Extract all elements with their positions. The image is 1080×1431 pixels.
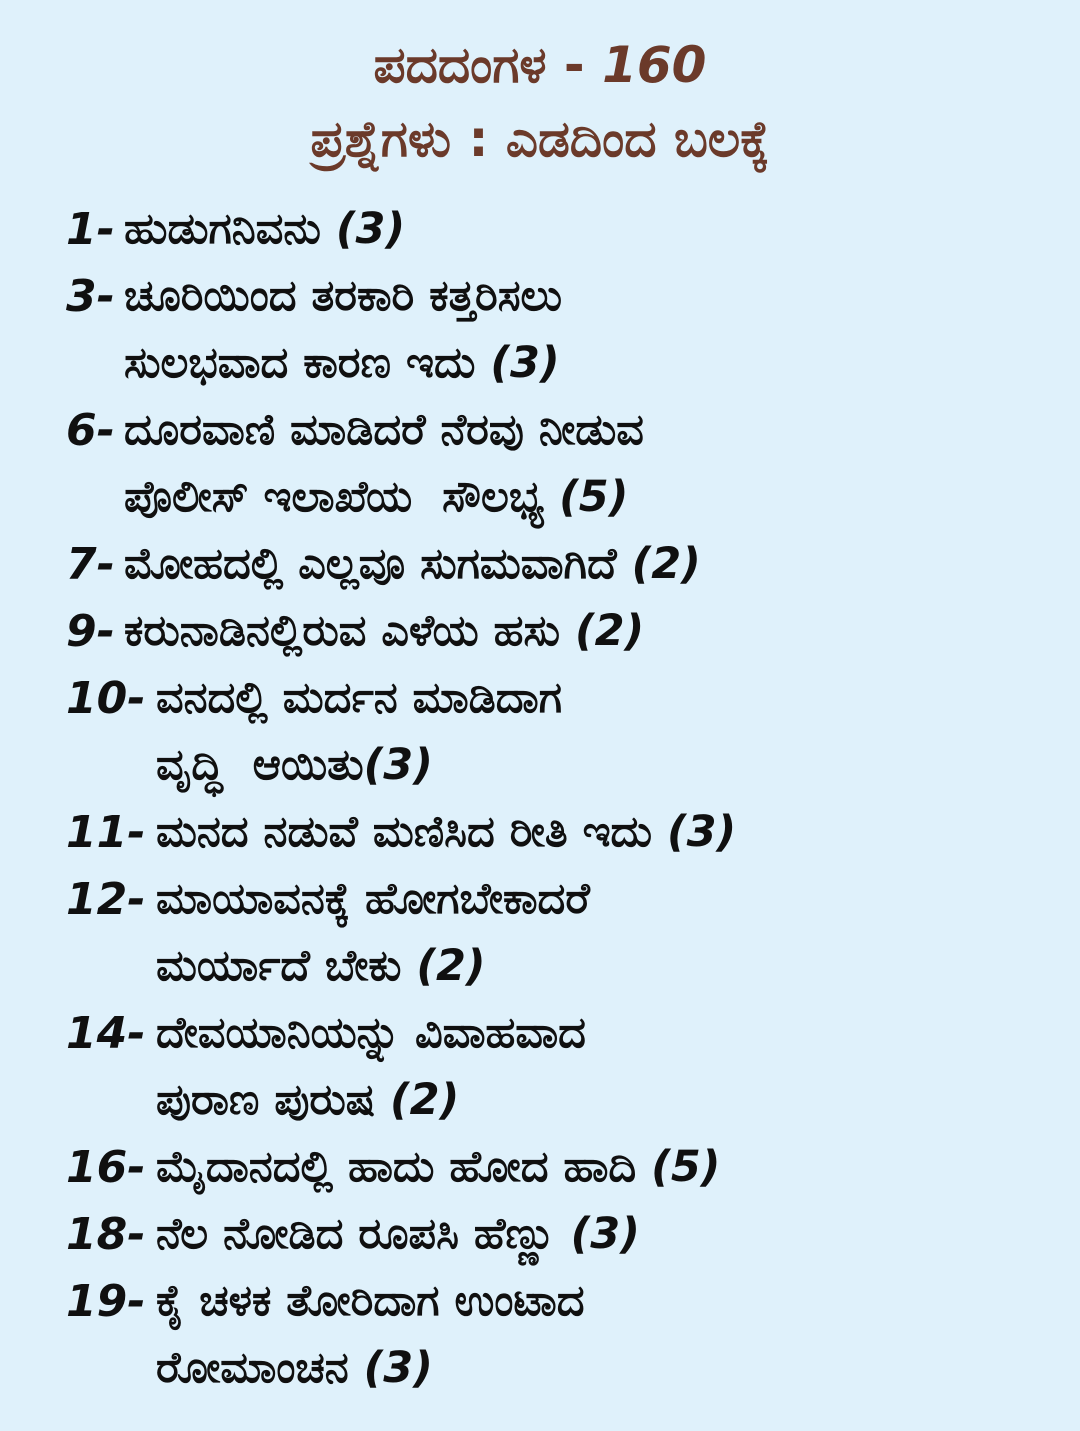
clue-number: 11- xyxy=(66,807,146,858)
title-line-1 xyxy=(0,28,1080,102)
clue-text xyxy=(156,866,1056,1000)
clue-text xyxy=(124,531,1056,598)
clue-text xyxy=(156,1134,1056,1201)
clue-item xyxy=(66,196,1056,263)
clue-body: ಮನದ ನಡುವೆ ಮಣಿಸಿದ ರೀತಿ ಇದು xyxy=(156,807,667,857)
clue-number: 12- xyxy=(66,874,146,925)
clue-number: 1- xyxy=(66,204,115,255)
clue-number: 6- xyxy=(66,405,115,456)
clue-number: 16- xyxy=(66,1142,146,1193)
clue-text xyxy=(124,263,1056,397)
clue-text xyxy=(156,799,1056,866)
clue-body: ಹುಡುಗನಿವನು xyxy=(124,204,336,254)
clue-body: ಮಾಯಾವನಕ್ಕೆ ಹೋಗಬೇಕಾದರೆ ಮರ್ಯಾದೆ ಬೇಕು xyxy=(156,874,590,991)
clue-length: (3) xyxy=(363,740,433,790)
clue-body: ನೆಲ ನೋಡಿದ ರೂಪಸಿ ಹೆಣ್ಣು xyxy=(156,1209,571,1259)
clue-item xyxy=(66,665,1056,799)
clue-text xyxy=(156,1201,1056,1268)
title-text: ಪದದಂಗಳ - xyxy=(373,36,603,94)
title-line-2: ಪ್ರಶ್ನೆಗಳು : ಎಡದಿಂದ ಬಲಕ್ಕೆ xyxy=(310,110,770,168)
clue-text xyxy=(124,397,1056,531)
clue-length: (2) xyxy=(574,606,645,656)
clue-item xyxy=(66,866,1056,1000)
clue-item xyxy=(66,263,1056,397)
clue-text xyxy=(156,1000,1056,1134)
puzzle-number: 160 xyxy=(602,36,707,94)
clue-body: ಚೂರಿಯಿಂದ ತರಕಾರಿ ಕತ್ತರಿಸಲು ಸುಲಭವಾದ ಕಾರಣ ಇದು xyxy=(124,271,563,388)
clue-item xyxy=(66,1000,1056,1134)
clue-item xyxy=(66,1134,1056,1201)
clue-length: (3) xyxy=(666,807,737,857)
clue-length: (3) xyxy=(570,1209,640,1259)
clue-length: (2) xyxy=(390,1075,460,1125)
clue-item xyxy=(66,598,1056,665)
clue-body: ಕೈ ಚಳಕ ತೋರಿದಾಗ ಉಂಟಾದ ರೋಮಾಂಚನ xyxy=(156,1276,585,1393)
clue-number: 18- xyxy=(66,1209,146,1260)
clue-body: ದೇವಯಾನಿಯನ್ನು ವಿವಾಹವಾದ ಪುರಾಣ ಪುರುಷ xyxy=(156,1008,586,1125)
clue-text xyxy=(156,665,1056,799)
clue-item xyxy=(66,1201,1056,1268)
clue-item xyxy=(66,799,1056,866)
clue-number: 3- xyxy=(66,271,115,322)
clue-body: ಕರುನಾಡಿನಲ್ಲಿರುವ ಎಳೆಯ ಹಸು xyxy=(124,606,575,656)
clue-item xyxy=(66,397,1056,531)
clue-number: 10- xyxy=(66,673,146,724)
clue-body: ಮೋಹದಲ್ಲಿ ಎಲ್ಲವೂ ಸುಗಮವಾಗಿದೆ xyxy=(124,539,632,589)
clue-number: 7- xyxy=(66,539,115,590)
clue-length: (3) xyxy=(363,1343,433,1393)
clue-body: ದೂರವಾಣಿ ಮಾಡಿದರೆ ನೆರವು ನೀಡುವ ಪೊಲೀಸ್ ಇಲಾಖೆಯ ಸೌಲಭ್ಯ xyxy=(124,405,644,522)
clue-item xyxy=(66,1268,1056,1402)
clue-text xyxy=(124,598,1056,665)
clue-text xyxy=(156,1268,1056,1402)
clue-length: (2) xyxy=(631,539,701,589)
clue-length: (2) xyxy=(416,941,486,991)
clue-length: (3) xyxy=(490,338,560,388)
clue-number: 19- xyxy=(66,1276,146,1327)
clue-length: (5) xyxy=(559,472,629,522)
clue-number: 14- xyxy=(66,1008,146,1059)
clue-body: ಮೈದಾನದಲ್ಲಿ ಹಾದು ಹೋದ ಹಾದಿ xyxy=(156,1142,652,1192)
clue-length: (5) xyxy=(651,1142,721,1192)
clue-text xyxy=(124,196,1056,263)
clue-length: (3) xyxy=(335,204,406,254)
clue-item xyxy=(66,531,1056,598)
page-title xyxy=(0,28,1080,176)
clue-list xyxy=(66,196,1056,1402)
clue-number: 9- xyxy=(66,606,115,657)
clue-body: ವನದಲ್ಲಿ ಮರ್ದನ ಮಾಡಿದಾಗ ವೃದ್ಧಿ ಆಯಿತು xyxy=(156,673,562,790)
